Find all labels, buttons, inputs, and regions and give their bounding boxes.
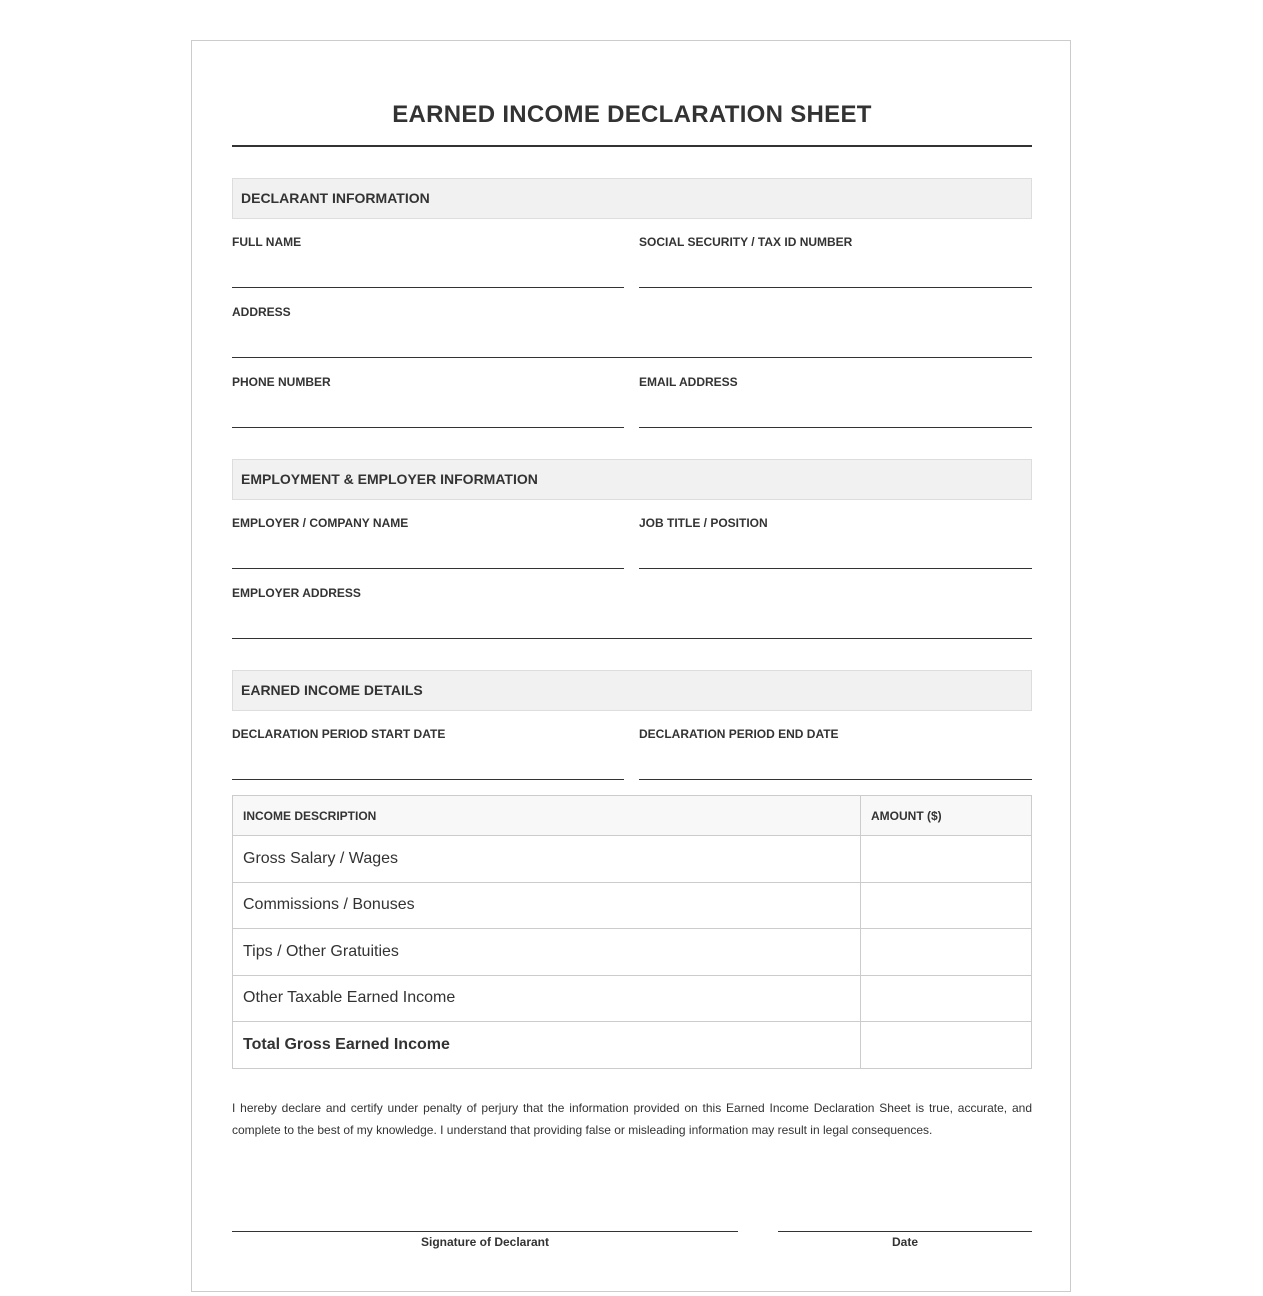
income-table <box>232 795 1032 1069</box>
job-title-label: JOB TITLE / POSITION <box>639 516 768 530</box>
income-description-cell: Tips / Other Gratuities <box>233 929 861 976</box>
start-date-field[interactable] <box>232 727 624 781</box>
section-header-income: EARNED INCOME DETAILS <box>232 670 1032 711</box>
table-row <box>233 929 1032 976</box>
declaration-statement: I hereby declare and certify under penalty of perjury that the information provided on this Earned Income Declaration Sheet is true, accurate, and complete to the best of my knowledge. I understand that providing false or misleading information may result in legal consequences. <box>232 1101 1032 1137</box>
employer-name-line <box>232 568 624 569</box>
title-divider <box>232 145 1032 147</box>
declaration-sheet <box>191 40 1071 1292</box>
full-name-label: FULL NAME <box>232 235 302 249</box>
total-description-cell: Total Gross Earned Income <box>233 1022 861 1069</box>
amount-cell[interactable] <box>861 929 1032 976</box>
date-line[interactable] <box>778 1231 1032 1232</box>
total-row <box>233 1022 1032 1069</box>
employer-address-label: EMPLOYER ADDRESS <box>232 586 361 600</box>
page-title: EARNED INCOME DECLARATION SHEET <box>392 101 872 128</box>
phone-label: PHONE NUMBER <box>232 375 331 389</box>
total-amount-cell[interactable] <box>861 1022 1032 1069</box>
table-row <box>233 882 1032 929</box>
ssn-line <box>639 287 1032 288</box>
employer-name-label: EMPLOYER / COMPANY NAME <box>232 516 409 530</box>
job-title-field[interactable] <box>639 516 1032 570</box>
phone-field[interactable] <box>232 375 624 429</box>
email-line <box>639 427 1032 428</box>
employer-address-line <box>232 638 1032 639</box>
income-description-cell: Commissions / Bonuses <box>233 882 861 929</box>
employer-address-field[interactable] <box>232 586 1032 640</box>
email-label: EMAIL ADDRESS <box>639 375 738 389</box>
income-description-cell: Gross Salary / Wages <box>233 836 861 883</box>
ssn-field[interactable] <box>639 235 1032 289</box>
full-name-line <box>232 287 624 288</box>
amount-cell[interactable] <box>861 975 1032 1022</box>
end-date-label: DECLARATION PERIOD END DATE <box>639 727 839 741</box>
table-row <box>233 836 1032 883</box>
full-name-field[interactable] <box>232 235 624 289</box>
income-description-header: INCOME DESCRIPTION <box>233 796 861 836</box>
ssn-label: SOCIAL SECURITY / TAX ID NUMBER <box>639 235 853 249</box>
phone-line <box>232 427 624 428</box>
job-title-line <box>639 568 1032 569</box>
section-header-employment: EMPLOYMENT & EMPLOYER INFORMATION <box>232 459 1032 500</box>
signature-label: Signature of Declarant <box>420 1235 550 1249</box>
end-date-line <box>639 779 1032 780</box>
address-label: ADDRESS <box>232 305 291 319</box>
amount-cell[interactable] <box>861 882 1032 929</box>
address-line <box>232 357 1032 358</box>
employer-name-field[interactable] <box>232 516 624 570</box>
email-field[interactable] <box>639 375 1032 429</box>
signature-line[interactable] <box>232 1231 738 1232</box>
table-row <box>233 975 1032 1022</box>
section-header-declarant: DECLARANT INFORMATION <box>232 178 1032 219</box>
amount-cell[interactable] <box>861 836 1032 883</box>
address-field[interactable] <box>232 305 1032 359</box>
end-date-field[interactable] <box>639 727 1032 781</box>
date-label: Date <box>891 1235 918 1249</box>
start-date-label: DECLARATION PERIOD START DATE <box>232 727 446 741</box>
amount-header: AMOUNT ($) <box>861 796 1032 836</box>
start-date-line <box>232 779 624 780</box>
income-description-cell: Other Taxable Earned Income <box>233 975 861 1022</box>
income-table-header-row <box>233 796 1032 836</box>
